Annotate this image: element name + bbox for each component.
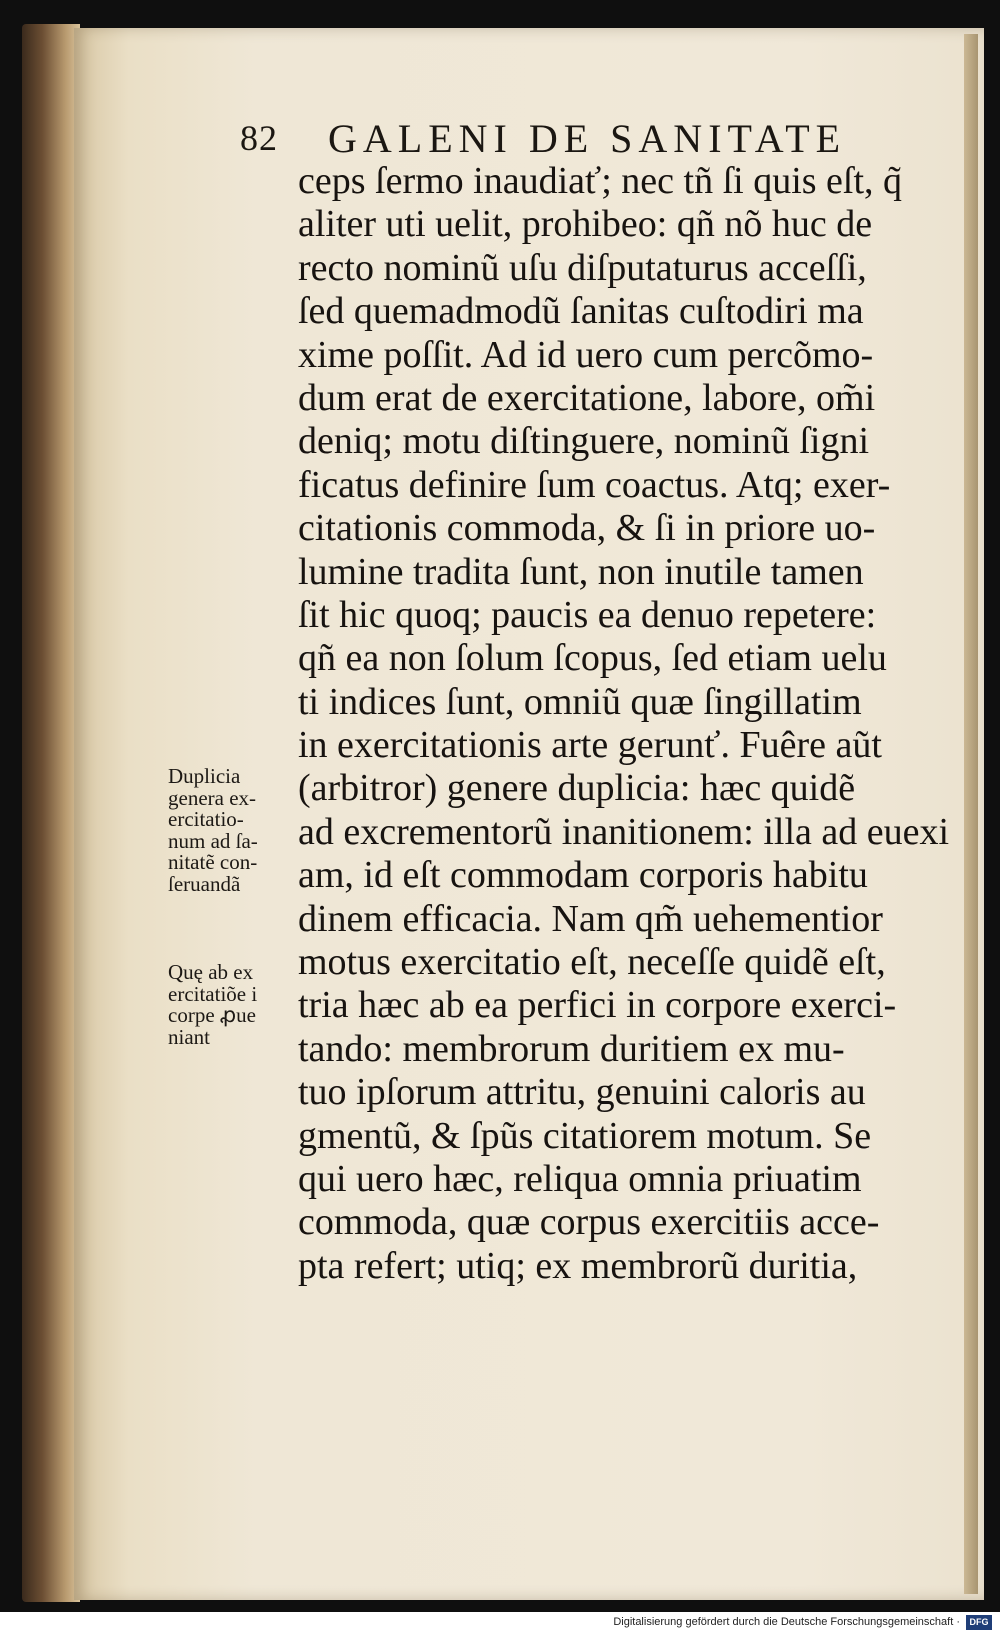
text-line: tando: membrorum duritiem ex mu- [298,1027,845,1070]
page-edge [964,34,978,1594]
text-line: xime poſſit. Ad id uero cum percõmo- [298,333,874,376]
running-head [240,115,910,165]
gloss-line: ercitatiõe i [168,981,258,1006]
text-line: pta refert; utiq; ex membrorũ duritia, [298,1244,858,1287]
text-line: dum erat de exercitatione, labore, om̃i [298,376,876,419]
text-line: am, id eſt commodam corporis habitu [298,854,868,897]
text-line: (arbitror) genere duplicia: hæc quidẽ [298,767,856,810]
text-line: dinem efficacia. Nam qm̃ uehementior [298,897,883,940]
gloss-line: num ad ſa- [168,828,258,853]
book-binding [22,24,80,1602]
text-line: gmentũ, & ſpũs citatiorem motum. Se [298,1114,872,1157]
gloss-line: niant [168,1024,210,1049]
text-line: aliter uti uelit, prohibeo: qñ nõ huc de [298,203,873,246]
main-text-block [298,160,948,1288]
marginal-gloss-quae-ab [168,962,257,1048]
gloss-line: genera ex- [168,785,257,810]
dfg-logo: DFG [966,1615,992,1630]
text-line: ficatus definire ſum coactus. Atq; exer- [298,463,891,506]
gloss-line: nitatẽ con- [168,850,258,874]
text-line: qui uero hæc, reliqua omnia priuatim [298,1157,862,1200]
text-line: in exercitationis arte gerunť. Fuêre aũt [298,724,882,767]
digitization-footer [0,1612,1000,1635]
text-line: motus exercitatio eſt, neceſſe quidẽ eſt, [298,941,886,984]
text-line: ti indices ſunt, omniũ quæ ſingillatim [298,680,862,723]
text-line: deniq; motu diſtinguere, nominũ ſigni [298,420,870,463]
text-line: lumine tradita ſunt, non inutile tamen [298,550,864,593]
gloss-line: Duplicia [168,764,241,788]
marginal-gloss-duplicia [168,766,258,895]
text-line: ceps ſermo inaudiať; nec tñ ſi quis eſt, q̃ [298,160,903,202]
text-line: tuo ipſorum attritu, genuini caloris au [298,1071,866,1114]
text-line: ſit hic quoq; paucis ea denuo repetere: [298,593,877,636]
text-line: qñ ea non ſolum ſcopus, ſed etiam uelu [298,637,887,680]
gloss-line: ſeruandã [168,871,241,896]
page-number: 82 [240,118,278,158]
gloss-line: Quę ab ex [168,960,254,984]
text-line: citationis commoda, & ſi in priore uo- [298,507,876,550]
text-line: ſed quemadmodũ ſanitas cuſtodiri ma [298,290,864,333]
text-line: tria hæc ab ea perfici in corpore exerci- [298,984,897,1027]
funding-credit: Digitalisierung gefördert durch die Deutsche Forschungsgemeinschaft · [613,1616,960,1628]
text-line: commoda, quæ corpus exercitiis acce- [298,1201,880,1244]
text-line: recto nominũ uſu diſputaturus acceſſi, [298,246,867,289]
text-line: ad excrementorũ inanitionem: illa ad euexi [298,810,950,853]
running-title: GALENI DE SANITATE [328,116,847,161]
gloss-line: ercitatio- [168,807,244,831]
gloss-line: corpe ꝓue [168,1003,256,1027]
